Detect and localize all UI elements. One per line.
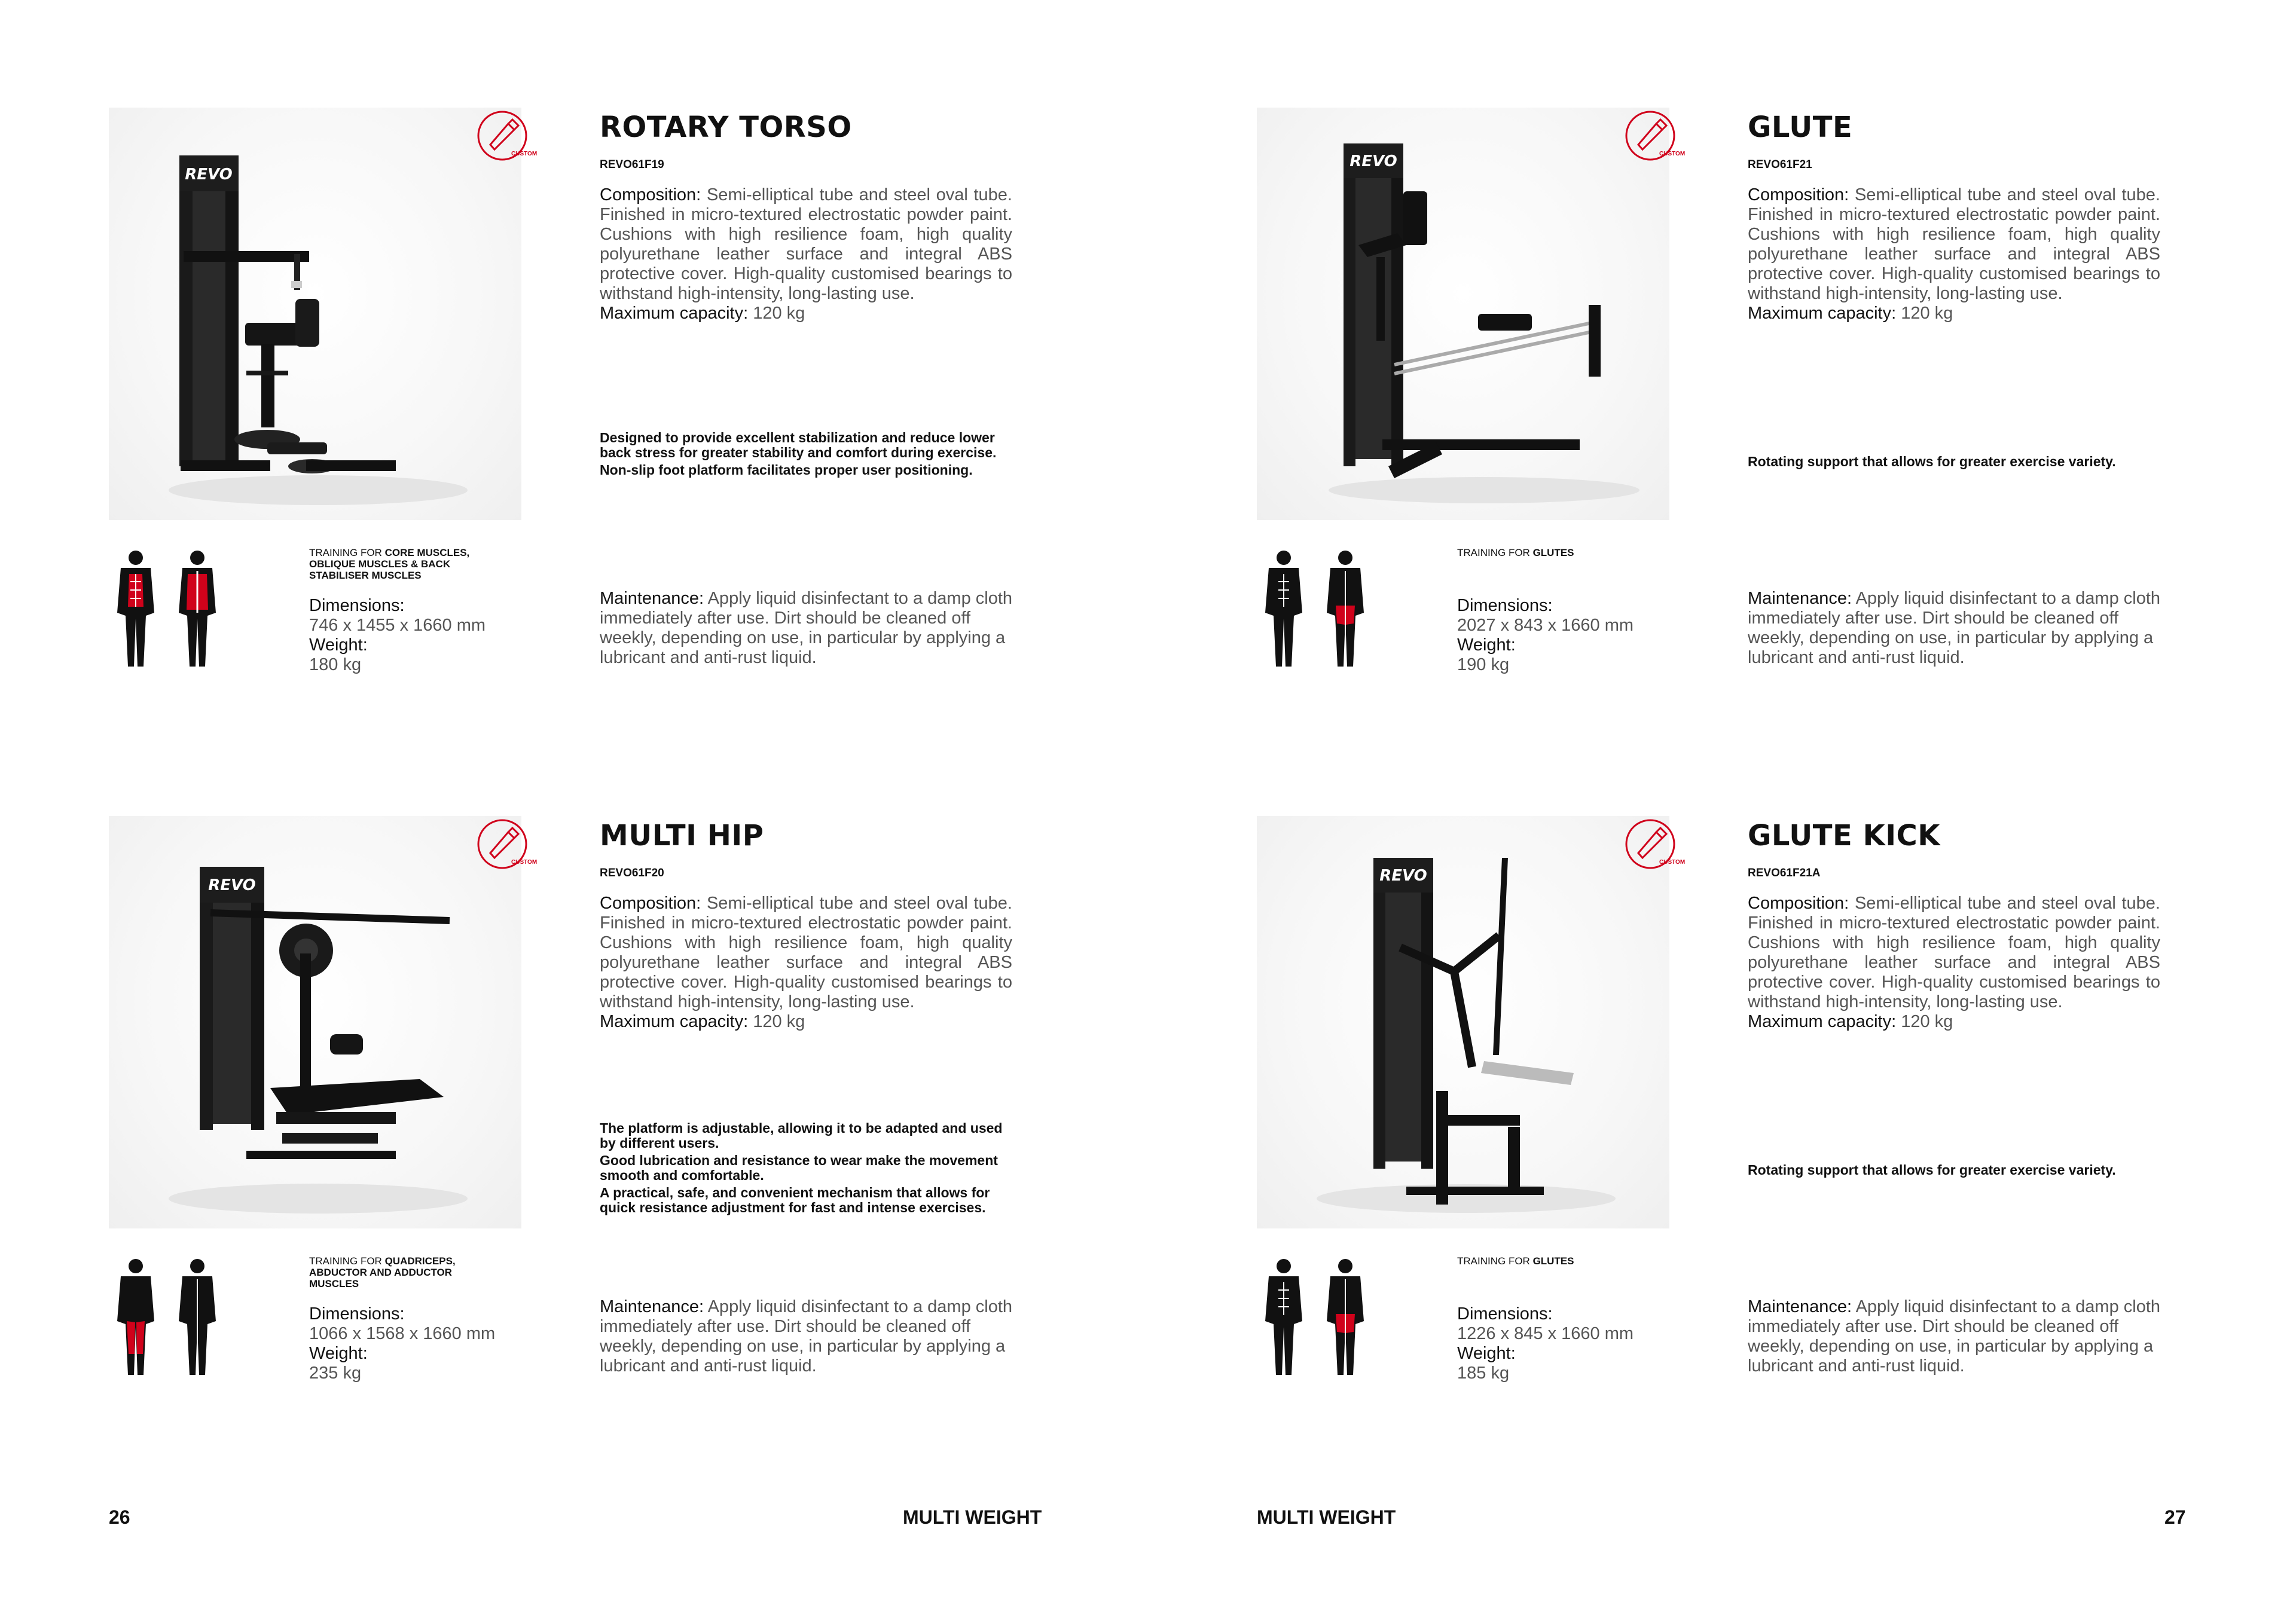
product-code: REVO61F21A [1748, 867, 1821, 879]
capacity-value: 120 kg [1901, 304, 1953, 323]
training-target [309, 547, 500, 581]
capacity-value: 120 kg [753, 1012, 805, 1031]
product-glute-kick [1148, 804, 2224, 1450]
composition-text: Semi-elliptical tube and steel oval tube. Finished in micro-textured electrostatic powder paint. Cushions with high resilience foam, high quality polyurethane leather surface and integral ABS protective cover. High-quality customised bearings to withstand high-intensity, long-lasting use. [600, 894, 1012, 1011]
maintenance-block [600, 1297, 1012, 1376]
capacity-label: Maximum capacity: [600, 304, 749, 323]
section-title-right: MULTI WEIGHT [1257, 1506, 1396, 1528]
feature-list [600, 1121, 1012, 1218]
composition-text: Semi-elliptical tube and steel oval tube. Finished in micro-textured electrostatic powder paint. Cushions with high resilience foam, high quality polyurethane leather surface and integral ABS protective cover. High-quality customised bearings to withstand high-intensity, long-lasting use. [600, 185, 1012, 303]
maintenance-text: Apply liquid disinfectant to a damp cloth immediately after use. Dirt should be cleaned off weekly, depending on use, in particular by applying a lubricant and anti-rust liquid. [600, 589, 1013, 667]
muscle-map [109, 1255, 228, 1381]
training-prefix: TRAINING FOR [1457, 1255, 1530, 1267]
capacity-line [600, 304, 1012, 323]
svg-text:REVO: REVO [208, 876, 256, 894]
product-title: ROTARY TORSO [600, 111, 852, 144]
svg-text:CUSTOM: CUSTOM [1659, 859, 1686, 866]
training-prefix: TRAINING FOR [309, 1255, 382, 1267]
muscle-map-back-icon [179, 551, 216, 667]
product-photo [1257, 108, 1669, 520]
feature-item: Designed to provide excellent stabilization and reduce lower back stress for greater stability and comfort during exercise. [600, 430, 997, 460]
dimensions-value: 2027 x 843 x 1660 mm [1457, 616, 1634, 635]
maintenance-text: Apply liquid disinfectant to a damp cloth immediately after use. Dirt should be cleaned off weekly, depending on use, in particular by applying a lubricant and anti-rust liquid. [600, 1297, 1013, 1376]
maintenance-label: Maintenance: [600, 1297, 704, 1316]
product-glute [1148, 96, 2224, 741]
dimensions-label: Dimensions: [1457, 1304, 1553, 1324]
capacity-label: Maximum capacity: [1748, 1012, 1897, 1031]
maintenance-block [1748, 589, 2160, 668]
muscle-map [1257, 1255, 1376, 1381]
training-target [1457, 1255, 1648, 1267]
specs-block [309, 596, 486, 675]
specs-block [1457, 596, 1634, 675]
product-title: GLUTE [1748, 111, 1853, 144]
dimensions-label: Dimensions: [1457, 596, 1553, 615]
feature-item: A practical, safe, and convenient mechanism that allows for quick resistance adjustment for fast and intense exercises. [600, 1185, 990, 1215]
training-target [309, 1255, 500, 1289]
muscle-map-back-icon [179, 1259, 216, 1375]
product-multi-hip [0, 804, 1076, 1450]
feature-list [1748, 1163, 2160, 1180]
feature-list [600, 430, 1012, 480]
svg-text:CUSTOM: CUSTOM [1659, 151, 1686, 157]
product-photo [109, 816, 521, 1228]
dimensions-value: 746 x 1455 x 1660 mm [309, 616, 486, 635]
training-muscles: GLUTES [1532, 1255, 1574, 1267]
capacity-label: Maximum capacity: [600, 1012, 749, 1031]
feature-list [1748, 454, 2160, 472]
muscle-map-front-icon [1265, 1259, 1302, 1375]
weight-label: Weight: [1457, 1344, 1516, 1363]
maintenance-text: Apply liquid disinfectant to a damp cloth immediately after use. Dirt should be cleaned off weekly, depending on use, in particular by applying a lubricant and anti-rust liquid. [1748, 589, 2161, 667]
page-number-left: 26 [109, 1506, 130, 1528]
maintenance-label: Maintenance: [1748, 589, 1852, 608]
glute-kick-machine-image [1257, 816, 1669, 1228]
section-title-left: MULTI WEIGHT [903, 1506, 1042, 1528]
training-target [1457, 547, 1648, 558]
feature-item: Rotating support that allows for greater exercise variety. [1748, 1162, 2116, 1178]
svg-text:CUSTOM: CUSTOM [511, 151, 538, 157]
custom-badge-icon [475, 817, 538, 871]
muscle-map-back-icon [1327, 551, 1364, 667]
multi-hip-machine-image [109, 816, 521, 1228]
svg-text:CUSTOM: CUSTOM [511, 859, 538, 866]
specs-block [309, 1304, 495, 1383]
composition-block [1748, 185, 2160, 323]
composition-label: Composition: [1748, 894, 1849, 913]
product-code: REVO61F20 [600, 867, 664, 879]
composition-text: Semi-elliptical tube and steel oval tube. Finished in micro-textured electrostatic powder paint. Cushions with high resilience foam, high quality polyurethane leather surface and integral ABS protective cover. High-quality customised bearings to withstand high-intensity, long-lasting use. [1748, 894, 2160, 1011]
dimensions-label: Dimensions: [309, 596, 405, 615]
weight-value: 235 kg [309, 1364, 362, 1383]
dimensions-label: Dimensions: [309, 1304, 405, 1324]
svg-text:REVO: REVO [1379, 867, 1427, 885]
feature-item: Good lubrication and resistance to wear make the movement smooth and comfortable. [600, 1153, 998, 1183]
product-title: MULTI HIP [600, 819, 764, 852]
capacity-line [1748, 1012, 2160, 1032]
training-prefix: TRAINING FOR [1457, 547, 1530, 558]
muscle-map-back-icon [1327, 1259, 1364, 1375]
custom-badge-icon [1623, 817, 1686, 871]
capacity-value: 120 kg [753, 304, 805, 323]
composition-text: Semi-elliptical tube and steel oval tube. Finished in micro-textured electrostatic powder paint. Cushions with high resilience foam, high quality polyurethane leather surface and integral ABS protective cover. High-quality customised bearings to withstand high-intensity, long-lasting use. [1748, 185, 2160, 303]
product-rotary-torso [0, 96, 1076, 741]
maintenance-block [1748, 1297, 2160, 1376]
maintenance-label: Maintenance: [600, 589, 704, 608]
product-code: REVO61F19 [600, 158, 664, 171]
custom-badge-icon [475, 109, 538, 163]
maintenance-text: Apply liquid disinfectant to a damp cloth immediately after use. Dirt should be cleaned off weekly, depending on use, in particular by applying a lubricant and anti-rust liquid. [1748, 1297, 2161, 1376]
product-title: GLUTE KICK [1748, 819, 1940, 852]
feature-item: Rotating support that allows for greater exercise variety. [1748, 454, 2116, 469]
weight-label: Weight: [309, 635, 368, 655]
weight-label: Weight: [309, 1344, 368, 1363]
muscle-map [109, 547, 228, 673]
dimensions-value: 1066 x 1568 x 1660 mm [309, 1324, 496, 1343]
rotary-torso-machine-image [109, 108, 521, 520]
page-number-right: 27 [2164, 1506, 2186, 1528]
specs-block [1457, 1304, 1634, 1383]
training-muscles: GLUTES [1532, 547, 1574, 558]
composition-label: Composition: [600, 894, 701, 913]
product-photo [1257, 816, 1669, 1228]
muscle-map-front-icon [1265, 551, 1302, 667]
feature-item: The platform is adjustable, allowing it to be adapted and used by different users. [600, 1120, 1003, 1151]
weight-value: 185 kg [1457, 1364, 1510, 1383]
composition-block [600, 185, 1012, 323]
composition-label: Composition: [1748, 185, 1849, 204]
muscle-map [1257, 547, 1376, 673]
capacity-value: 120 kg [1901, 1012, 1953, 1031]
svg-text:REVO: REVO [185, 166, 233, 184]
training-muscles: CORE MUSCLES, OBLIQUE MUSCLES & BACK STABILISER MUSCLES [309, 547, 470, 581]
custom-badge-icon [1623, 109, 1686, 163]
svg-text:REVO: REVO [1349, 152, 1397, 170]
muscle-map-front-icon [117, 551, 154, 667]
muscle-map-front-icon [117, 1259, 154, 1375]
dimensions-value: 1226 x 845 x 1660 mm [1457, 1324, 1634, 1343]
composition-label: Composition: [600, 185, 701, 204]
product-photo [109, 108, 521, 520]
training-muscles: QUADRICEPS, ABDUCTOR AND ADDUCTOR MUSCLES [309, 1255, 456, 1289]
weight-label: Weight: [1457, 635, 1516, 655]
weight-value: 180 kg [309, 655, 362, 674]
product-code: REVO61F21 [1748, 158, 1812, 171]
right-page [1148, 0, 2296, 1623]
training-prefix: TRAINING FOR [309, 547, 382, 558]
maintenance-label: Maintenance: [1748, 1297, 1852, 1316]
weight-value: 190 kg [1457, 655, 1510, 674]
maintenance-block [600, 589, 1012, 668]
composition-block [1748, 894, 2160, 1032]
capacity-label: Maximum capacity: [1748, 304, 1897, 323]
feature-item: Non-slip foot platform facilitates proper user positioning. [600, 462, 973, 478]
capacity-line [1748, 304, 2160, 323]
glute-machine-image [1257, 108, 1669, 520]
capacity-line [600, 1012, 1012, 1032]
composition-block [600, 894, 1012, 1032]
